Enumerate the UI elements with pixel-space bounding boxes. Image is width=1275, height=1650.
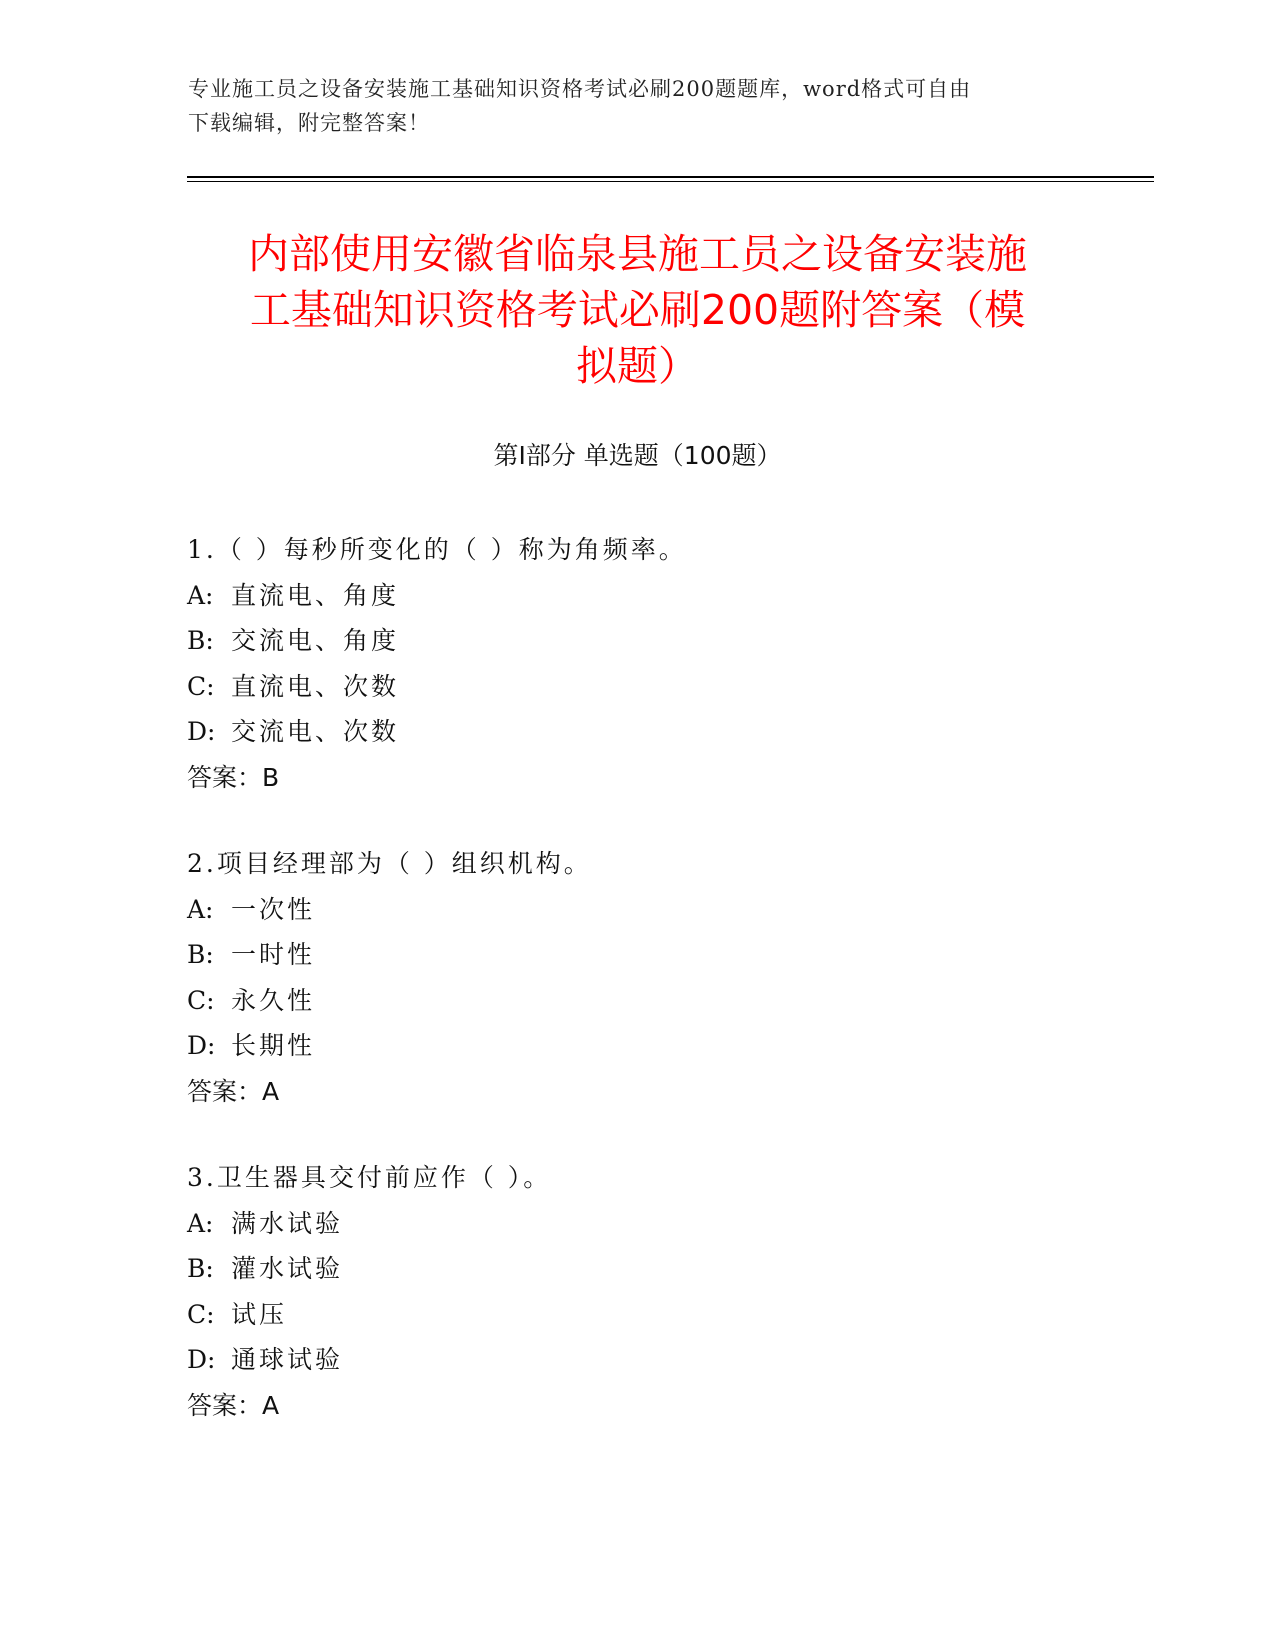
header-note-line: 专业施工员之设备安装施工基础知识资格考试必刷200题题库，word格式可自由 bbox=[188, 77, 972, 101]
option-key: B: bbox=[187, 626, 214, 655]
section-title: 第Ⅰ部分 单选题（100题） bbox=[493, 441, 782, 470]
option-b bbox=[187, 932, 1087, 978]
question-stem: 3.卫生器具交付前应作（ ）。 bbox=[187, 1163, 552, 1192]
option-key: A: bbox=[187, 894, 214, 924]
option-c bbox=[187, 664, 1087, 710]
document-title-line: 拟题） bbox=[576, 342, 699, 390]
answer-line: 答案：A bbox=[187, 1076, 280, 1106]
document-title bbox=[190, 226, 1085, 394]
header-divider-thin bbox=[187, 181, 1154, 182]
option-text: 永久性 bbox=[231, 985, 316, 1015]
option-key: C: bbox=[187, 985, 215, 1015]
option-d bbox=[187, 1337, 1087, 1383]
option-key: B: bbox=[187, 940, 214, 969]
option-a bbox=[187, 573, 1087, 619]
answer-line: 答案：A bbox=[187, 1390, 280, 1420]
option-text: 试压 bbox=[231, 1299, 288, 1329]
header-divider-thick bbox=[187, 176, 1154, 178]
option-text: 通球试验 bbox=[231, 1345, 344, 1374]
option-a bbox=[187, 887, 1087, 933]
question-stem: 2.项目经理部为（ ）组织机构。 bbox=[187, 849, 592, 878]
question-item bbox=[187, 841, 1087, 1114]
option-text: 一时性 bbox=[231, 940, 316, 969]
option-text: 满水试验 bbox=[231, 1208, 344, 1238]
option-key: D: bbox=[187, 1345, 216, 1374]
option-d bbox=[187, 1023, 1087, 1069]
option-d bbox=[187, 709, 1087, 755]
header-note-line: 下载编辑，附完整答案！ bbox=[188, 111, 430, 135]
option-key: A: bbox=[187, 580, 214, 610]
option-text: 灌水试验 bbox=[231, 1254, 344, 1283]
question-item bbox=[187, 1155, 1087, 1428]
option-text: 交流电、次数 bbox=[231, 717, 400, 746]
document-title-line: 工基础知识资格考试必刷200题附答案（模 bbox=[249, 286, 1026, 334]
option-key: D: bbox=[187, 717, 216, 746]
option-key: C: bbox=[187, 1299, 215, 1329]
question-item bbox=[187, 527, 1087, 800]
option-text: 直流电、角度 bbox=[231, 580, 400, 610]
option-b bbox=[187, 618, 1087, 664]
option-key: B: bbox=[187, 1254, 214, 1283]
option-key: D: bbox=[187, 1031, 216, 1060]
option-text: 直流电、次数 bbox=[231, 671, 400, 701]
question-list bbox=[187, 527, 1087, 1469]
option-text: 交流电、角度 bbox=[231, 626, 400, 655]
header-note bbox=[188, 72, 1088, 140]
answer-line: 答案：B bbox=[187, 762, 280, 792]
question-stem: 1.（ ）每秒所变化的（ ）称为角频率。 bbox=[187, 535, 687, 564]
option-c bbox=[187, 978, 1087, 1024]
option-key: C: bbox=[187, 671, 215, 701]
option-a bbox=[187, 1201, 1087, 1247]
document-title-line: 内部使用安徽省临泉县施工员之设备安装施 bbox=[248, 230, 1027, 278]
option-text: 一次性 bbox=[231, 894, 316, 924]
option-b bbox=[187, 1246, 1087, 1292]
option-text: 长期性 bbox=[231, 1031, 316, 1060]
option-c bbox=[187, 1292, 1087, 1338]
option-key: A: bbox=[187, 1208, 214, 1238]
